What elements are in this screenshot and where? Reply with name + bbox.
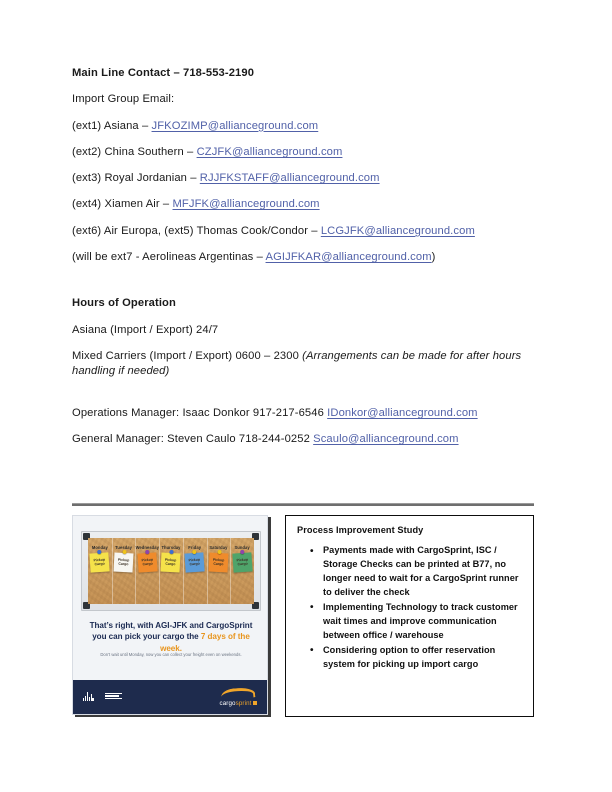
whiteboard (81, 531, 261, 611)
pushpin-icon (217, 550, 221, 554)
extension-label-4: (ext4) Xiamen Air – (72, 198, 173, 211)
day-label: Saturday (209, 545, 228, 550)
study-box-title: Process Improvement Study (297, 525, 424, 535)
general-manager-text: General Manager: Steven Caulo 718-244-0252 (72, 433, 314, 446)
cargosprint-swoosh-icon (221, 686, 256, 700)
cargosprint-logo-icon (199, 688, 257, 708)
hours-mixed-plain: Mixed Carriers (Import / Export) 0600 – 2300 (72, 349, 303, 362)
extension-line-2 (72, 145, 534, 160)
day-column-monday (88, 538, 112, 572)
extension-email-3[interactable]: RJJFKSTAFF@allianceground.com (199, 172, 380, 185)
operations-manager-email[interactable]: IDonkor@allianceground.com (327, 406, 478, 419)
day-column-thursday (159, 538, 183, 572)
poster-shadow-right (268, 517, 271, 717)
sticky-note-text: Pickup Cargo (141, 557, 153, 567)
extension-suffix-6: ) (431, 250, 436, 263)
cargosprint-wordmark (220, 700, 257, 707)
extension-email-2[interactable]: CZJFK@allianceground.com (196, 145, 343, 158)
extension-email-4[interactable]: MFJFK@allianceground.com (172, 198, 320, 211)
study-bullet-item: • Payments made with CargoSprint, ISC / Storage Checks can be printed at B77, no longer need to wait for a CargoSprint runner to deliver the check (323, 544, 524, 600)
extension-label-3: (ext3) Royal Jordanian – (72, 172, 200, 185)
extension-email-1[interactable]: JFKOZIMP@allianceground.com (151, 119, 319, 132)
agi-waveform-icon (83, 691, 103, 701)
section-spacer (72, 276, 534, 296)
sticky-note (232, 552, 252, 572)
extension-label-6: (will be ext7 - Aerolineas Argentinas – (72, 250, 266, 263)
process-improvement-study-box (285, 515, 534, 717)
day-label: Thursday (161, 545, 181, 550)
extension-email-5[interactable]: LCGJFK@allianceground.com (320, 224, 475, 237)
general-manager-email[interactable]: Scaulo@allianceground.com (313, 433, 459, 446)
operations-manager-text: Operations Manager: Isaac Donkor 917-217-6546 (72, 406, 328, 419)
cargosprint-word-a: cargo (219, 700, 236, 707)
extension-line-1 (72, 119, 534, 134)
extension-email-6[interactable]: AGIJFKAR@allianceground.com (265, 250, 432, 263)
agi-bars (83, 692, 94, 701)
day-label: Friday (188, 545, 202, 550)
pushpin-icon (144, 550, 148, 554)
horizontal-rule (72, 503, 534, 506)
extension-line-6 (72, 250, 534, 265)
hours-mixed-note: (Arrangements can be made for after hours handling if needed) (72, 349, 522, 377)
day-column-saturday (207, 538, 231, 572)
general-manager-line (72, 432, 534, 447)
extension-label-1: (ext1) Asiana – (72, 119, 152, 132)
hours-mixed-carriers (72, 349, 534, 379)
operations-manager-line (72, 406, 534, 421)
poster-canvas (72, 515, 268, 715)
day-label: Sunday (234, 545, 250, 550)
sticky-note-text: Pickup Cargo (93, 557, 106, 567)
extension-line-5 (72, 224, 534, 239)
agi-alliance-ground-logo-icon (83, 691, 122, 701)
cargosprint-square-icon (253, 701, 258, 706)
day-label: Wednesday (135, 545, 159, 550)
cargosprint-poster-image (72, 515, 272, 717)
poster-footer-bar (73, 680, 267, 714)
hours-of-operation-heading: Hours of Operation (72, 297, 176, 310)
sticky-note (208, 553, 228, 573)
corkboard (88, 538, 254, 604)
extension-line-4 (72, 197, 534, 212)
pushpin-icon (239, 550, 243, 554)
import-group-email-label: Import Group Email: (72, 93, 175, 106)
main-line-contact-heading: Main Line Contact – 718-553-2190 (72, 67, 255, 79)
pushpin-icon (97, 550, 101, 554)
sticky-note-text: Pickup Cargo (188, 557, 201, 567)
study-bullet-list (295, 544, 524, 672)
extension-label-5: (ext6) Air Europa, (ext5) Thomas Cook/Condor – (72, 224, 321, 237)
sticky-note-text: Pickup Cargo (117, 557, 130, 567)
sticky-note-text: Pickup Cargo (165, 557, 177, 567)
sticky-note-text: Pickup Cargo (212, 557, 225, 567)
agi-wordmark-icon (105, 693, 122, 700)
sticky-note (185, 552, 205, 572)
hours-asiana: Asiana (Import / Export) 24/7 (72, 323, 219, 336)
sticky-note (161, 553, 181, 573)
poster-tagline-highlight: 7 days of the week. (160, 632, 250, 653)
day-label: Monday (91, 545, 108, 550)
day-column-sunday (230, 538, 254, 572)
poster-tagline-part1: That’s right, with AGI-JFK and CargoSprint you can pick your cargo the (89, 621, 253, 642)
extension-label-2: (ext2) China Southern – (72, 145, 197, 158)
day-column-wednesday (135, 538, 159, 572)
poster-shadow-bottom (75, 715, 271, 717)
sticky-note (137, 552, 157, 572)
poster-subline: Don’t wait until Monday, now you can collect your freight even on weekends. (100, 652, 242, 657)
poster-tagline (82, 620, 260, 654)
extension-line-3 (72, 171, 534, 186)
study-bullet-item: • Considering option to offer reservation system for picking up import cargo (323, 644, 524, 672)
day-column-tuesday (112, 538, 136, 572)
day-label: Tuesday (115, 545, 132, 550)
contacts-spacer (72, 390, 534, 406)
pushpin-icon (122, 550, 126, 554)
sticky-note (90, 552, 110, 572)
pushpin-icon (192, 550, 196, 554)
study-bullet-item: • Implementing Technology to track customer wait times and improve communication between office / warehouse (323, 601, 524, 643)
document-body (72, 66, 534, 458)
bottom-section (72, 515, 534, 719)
sticky-note (114, 553, 134, 573)
day-column-friday (183, 538, 207, 572)
sticky-note-text: Pickup Cargo (236, 557, 248, 567)
cargosprint-word-b: sprint (235, 700, 252, 707)
